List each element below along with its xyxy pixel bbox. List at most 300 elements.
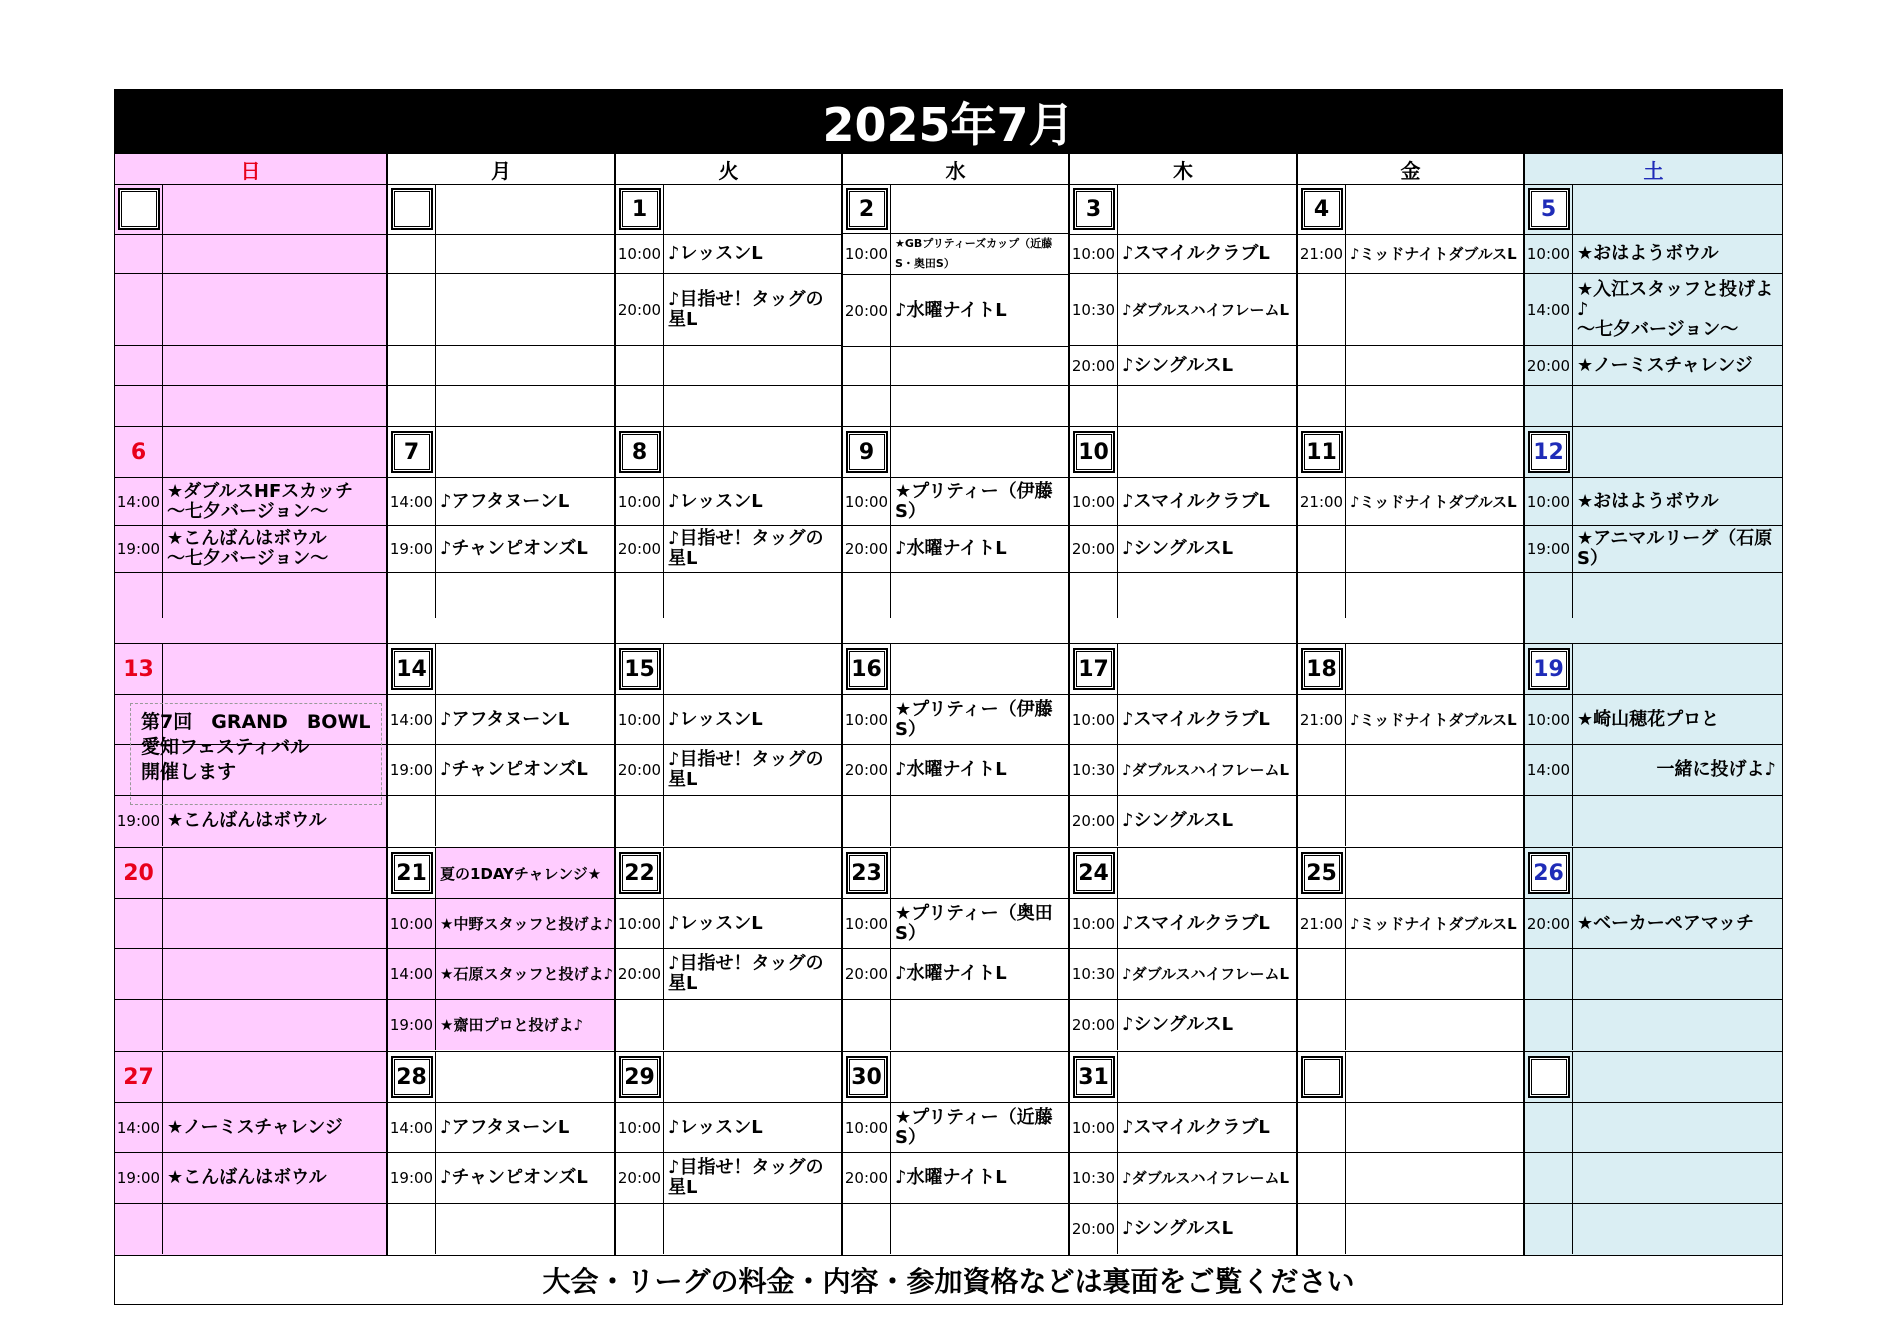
event-name bbox=[664, 573, 841, 618]
event-time: 14:00 bbox=[388, 1103, 436, 1152]
event-name: ♪レッスンL bbox=[668, 708, 763, 730]
day-number: 24 bbox=[1073, 852, 1115, 894]
event-name bbox=[1573, 1000, 1782, 1050]
event-time: 20:00 bbox=[616, 949, 664, 998]
event-row bbox=[1298, 796, 1523, 846]
calendar-title: 2025年7月 bbox=[114, 89, 1783, 154]
day-header-text bbox=[163, 1052, 386, 1102]
day-number: 28 bbox=[391, 1056, 433, 1098]
event-time bbox=[1298, 1153, 1346, 1202]
event-row bbox=[1070, 1204, 1296, 1254]
day-cell bbox=[1524, 848, 1783, 1051]
event-row bbox=[1070, 899, 1296, 949]
event-row bbox=[843, 573, 1068, 618]
day-number: 13 bbox=[123, 656, 154, 682]
event-time bbox=[1298, 274, 1346, 345]
day-number-box bbox=[616, 1052, 664, 1102]
event-row bbox=[616, 899, 841, 949]
event-time: 20:00 bbox=[616, 745, 664, 794]
event-time bbox=[1298, 346, 1346, 385]
event-time: 20:00 bbox=[616, 526, 664, 572]
day-header-text bbox=[1346, 185, 1523, 234]
event-name: ★ノーミスチャレンジ bbox=[1577, 354, 1753, 376]
day-cell bbox=[1524, 644, 1783, 847]
event-name: ♪スマイルクラブL bbox=[1122, 1116, 1270, 1138]
event-time: 10:00 bbox=[616, 235, 664, 274]
day-header-text bbox=[891, 427, 1068, 477]
event-row bbox=[388, 1204, 614, 1254]
day-header-text bbox=[891, 848, 1068, 898]
day-number-row bbox=[115, 1052, 386, 1103]
event-time: 10:00 bbox=[843, 1103, 891, 1152]
event-name: ♪ダブルスハイフレームL bbox=[1122, 1168, 1290, 1187]
event-row bbox=[388, 235, 614, 275]
day-number-box bbox=[616, 427, 664, 477]
event-name bbox=[163, 899, 386, 948]
event-time bbox=[388, 235, 436, 274]
event-row bbox=[843, 796, 1068, 846]
day-number: 3 bbox=[1073, 188, 1115, 230]
event-name: ★こんばんはボウル bbox=[167, 809, 327, 831]
event-time: 10:00 bbox=[843, 234, 891, 274]
day-number-box bbox=[1070, 185, 1118, 234]
day-cell bbox=[1297, 644, 1524, 847]
event-row bbox=[1525, 695, 1782, 745]
event-time bbox=[1298, 745, 1346, 794]
event-row bbox=[115, 1153, 386, 1203]
event-time bbox=[1070, 573, 1118, 618]
event-row bbox=[115, 346, 386, 386]
event-row bbox=[616, 745, 841, 795]
day-number-box bbox=[843, 644, 891, 694]
event-row bbox=[115, 573, 386, 618]
event-row bbox=[843, 695, 1068, 745]
event-row bbox=[115, 386, 386, 426]
event-name bbox=[1573, 1153, 1782, 1202]
day-number bbox=[1301, 1056, 1343, 1098]
day-header-text bbox=[1573, 644, 1782, 694]
day-number: 4 bbox=[1301, 188, 1343, 230]
day-number: 20 bbox=[123, 860, 154, 886]
event-name: ♪レッスンL bbox=[668, 490, 763, 512]
day-number-row bbox=[115, 185, 386, 235]
event-time bbox=[1525, 1000, 1573, 1050]
weekday-label: 土 bbox=[1524, 154, 1783, 185]
day-number-box bbox=[1070, 848, 1118, 898]
event-time: 20:00 bbox=[1525, 346, 1573, 385]
event-row bbox=[1298, 1153, 1523, 1203]
event-name bbox=[1346, 745, 1523, 794]
event-time bbox=[843, 573, 891, 618]
day-number-box bbox=[616, 185, 664, 234]
event-time bbox=[1525, 386, 1573, 426]
event-name: ★GBプリティーズカップ（近藤S・奥田S） bbox=[895, 237, 1053, 271]
event-name bbox=[436, 573, 614, 618]
event-row bbox=[616, 1000, 841, 1050]
event-name bbox=[664, 1204, 841, 1254]
day-number-box bbox=[1525, 848, 1573, 898]
day-number-box bbox=[1070, 1052, 1118, 1102]
event-name: ♪水曜ナイトL bbox=[895, 1166, 1007, 1188]
event-row bbox=[1298, 526, 1523, 573]
day-number-row bbox=[616, 644, 841, 695]
day-cell bbox=[615, 848, 842, 1051]
event-name: ♪チャンピオンズL bbox=[440, 538, 588, 559]
grand-bowl-note bbox=[130, 703, 382, 805]
event-time: 10:00 bbox=[388, 899, 436, 948]
event-name: ♪ダブルスハイフレームL bbox=[1122, 300, 1290, 319]
event-name bbox=[163, 386, 386, 426]
event-time: 19:00 bbox=[388, 1153, 436, 1202]
event-name bbox=[1573, 949, 1782, 998]
day-cell bbox=[114, 1052, 387, 1255]
event-name: ★崎山穂花プロと bbox=[1577, 708, 1720, 730]
event-row bbox=[1298, 235, 1523, 275]
day-header-text bbox=[1118, 427, 1296, 477]
event-time: 19:00 bbox=[388, 1000, 436, 1050]
event-time bbox=[843, 796, 891, 846]
event-row bbox=[843, 1103, 1068, 1153]
event-row bbox=[1525, 526, 1782, 573]
day-header-text bbox=[1118, 185, 1296, 234]
event-name bbox=[1118, 573, 1296, 618]
day-number-box bbox=[1298, 427, 1346, 477]
event-time bbox=[1525, 573, 1573, 618]
event-name bbox=[436, 235, 614, 274]
event-name bbox=[1346, 1204, 1523, 1254]
event-name: ♪シングルスL bbox=[1122, 538, 1234, 559]
day-number-box bbox=[388, 644, 436, 694]
day-header-text bbox=[1573, 848, 1782, 898]
event-name: ★アニマルリーグ（石原S） bbox=[1577, 528, 1773, 569]
day-number-box bbox=[1070, 644, 1118, 694]
day-cell bbox=[1524, 427, 1783, 643]
day-number-row bbox=[1070, 1052, 1296, 1103]
day-number-row bbox=[1525, 1052, 1782, 1103]
event-row bbox=[1298, 1000, 1523, 1050]
event-row bbox=[843, 386, 1068, 426]
day-number-box bbox=[1070, 427, 1118, 477]
event-name: ★プリティー（近藤S） bbox=[895, 1106, 1053, 1148]
day-cell bbox=[842, 185, 1069, 426]
day-header-text bbox=[1573, 1052, 1782, 1102]
event-row bbox=[1298, 386, 1523, 426]
weekday-label: 水 bbox=[842, 154, 1069, 185]
event-row bbox=[1070, 386, 1296, 426]
event-name: ★ベーカーペアマッチ bbox=[1577, 912, 1755, 934]
event-name bbox=[436, 796, 614, 846]
event-time: 19:00 bbox=[115, 796, 163, 846]
event-time: 14:00 bbox=[388, 478, 436, 525]
day-number: 6 bbox=[130, 439, 147, 465]
event-name: ★プリティー（伊藤S） bbox=[895, 480, 1053, 522]
event-time bbox=[115, 274, 163, 345]
event-row bbox=[1298, 745, 1523, 795]
event-row bbox=[1525, 386, 1782, 426]
event-time: 20:00 bbox=[843, 745, 891, 794]
day-cell bbox=[1069, 848, 1297, 1051]
event-row bbox=[1070, 796, 1296, 846]
day-number-box bbox=[1525, 644, 1573, 694]
weekday-label: 火 bbox=[615, 154, 842, 185]
event-time bbox=[616, 346, 664, 385]
day-number-box bbox=[1298, 848, 1346, 898]
day-number: 26 bbox=[1528, 852, 1570, 894]
weekday-label: 金 bbox=[1297, 154, 1524, 185]
event-row bbox=[115, 478, 386, 526]
event-row bbox=[843, 478, 1068, 526]
event-row bbox=[616, 386, 841, 426]
event-time: 10:00 bbox=[1525, 695, 1573, 744]
calendar bbox=[114, 89, 1783, 1305]
event-time: 14:00 bbox=[1525, 274, 1573, 345]
event-time: 10:00 bbox=[1070, 1103, 1118, 1152]
day-number-box bbox=[388, 1052, 436, 1102]
event-row bbox=[388, 526, 614, 573]
day-number: 9 bbox=[846, 431, 888, 473]
event-time: 20:00 bbox=[1070, 796, 1118, 846]
day-number: 8 bbox=[619, 431, 661, 473]
event-time bbox=[616, 573, 664, 618]
event-name bbox=[163, 274, 386, 345]
day-number-row bbox=[843, 644, 1068, 695]
event-name: ★プリティー（伊藤S） bbox=[895, 698, 1053, 740]
event-time bbox=[1525, 949, 1573, 998]
event-row bbox=[388, 573, 614, 618]
event-time: 19:00 bbox=[115, 526, 163, 572]
event-row bbox=[843, 1000, 1068, 1050]
event-row bbox=[1525, 346, 1782, 386]
event-time: 10:00 bbox=[616, 1103, 664, 1152]
event-time bbox=[1525, 796, 1573, 846]
event-name bbox=[436, 1204, 614, 1254]
event-time bbox=[1298, 949, 1346, 998]
event-name bbox=[1346, 346, 1523, 385]
day-number-row bbox=[1298, 848, 1523, 899]
event-name: ★ダブルスHFスカッチ ～七夕バージョン～ bbox=[167, 480, 354, 522]
event-name: ♪目指せ！タッグの星L bbox=[668, 748, 824, 790]
event-row bbox=[616, 1103, 841, 1153]
week-row bbox=[114, 427, 1783, 644]
day-number-box bbox=[1525, 185, 1573, 234]
event-name: ♪スマイルクラブL bbox=[1122, 708, 1270, 730]
event-name bbox=[1346, 526, 1523, 572]
event-time: 10:00 bbox=[1525, 478, 1573, 525]
event-row bbox=[1525, 1000, 1782, 1050]
event-row bbox=[1525, 235, 1782, 275]
day-cell bbox=[1524, 1052, 1783, 1255]
day-cell bbox=[842, 427, 1069, 643]
event-time bbox=[388, 796, 436, 846]
day-number: 14 bbox=[391, 648, 433, 690]
event-time: 20:00 bbox=[843, 1153, 891, 1202]
event-time: 21:00 bbox=[1298, 478, 1346, 525]
day-number-box bbox=[115, 848, 163, 898]
weekday-label: 日 bbox=[114, 154, 387, 185]
day-header-text bbox=[891, 644, 1068, 694]
event-row bbox=[1525, 899, 1782, 949]
event-row bbox=[1525, 478, 1782, 526]
footer-note: 大会・リーグの料金・内容・参加資格などは裏面をご覧ください bbox=[114, 1256, 1783, 1305]
event-name: ♪シングルスL bbox=[1122, 1013, 1234, 1035]
event-name bbox=[664, 1000, 841, 1050]
day-number: 21 bbox=[391, 852, 433, 894]
day-number: 22 bbox=[619, 852, 661, 894]
event-name: ★こんばんはボウル ～七夕バージョン～ bbox=[167, 528, 329, 569]
event-time: 20:00 bbox=[1070, 1204, 1118, 1254]
event-name: ♪ダブルスハイフレームL bbox=[1122, 964, 1290, 983]
event-time: 10:00 bbox=[616, 899, 664, 948]
day-cell bbox=[615, 1052, 842, 1255]
day-number: 19 bbox=[1528, 648, 1570, 690]
day-number-row bbox=[1070, 644, 1296, 695]
day-number-box bbox=[843, 1052, 891, 1102]
event-name: ♪水曜ナイトL bbox=[895, 299, 1007, 321]
day-number-row bbox=[616, 185, 841, 235]
event-name bbox=[1346, 1103, 1523, 1152]
event-name bbox=[1346, 1153, 1523, 1202]
day-number-row bbox=[843, 185, 1068, 234]
day-number-row bbox=[1525, 185, 1782, 235]
event-time: 10:00 bbox=[843, 695, 891, 744]
event-row bbox=[843, 949, 1068, 999]
event-time: 21:00 bbox=[1298, 235, 1346, 274]
day-number bbox=[118, 188, 160, 230]
day-header-text bbox=[163, 185, 386, 234]
day-number-row bbox=[388, 427, 614, 478]
week-row bbox=[114, 1052, 1783, 1256]
event-name bbox=[163, 1204, 386, 1254]
event-name bbox=[891, 386, 1068, 426]
event-row bbox=[1525, 796, 1782, 846]
event-time: 10:00 bbox=[1070, 899, 1118, 948]
event-row bbox=[843, 347, 1068, 387]
event-time: 10:00 bbox=[843, 478, 891, 525]
event-name: ♪チャンピオンズL bbox=[440, 1166, 588, 1188]
event-row bbox=[616, 478, 841, 526]
event-name: ♪レッスンL bbox=[668, 242, 763, 264]
event-name: ♪ミッドナイトダブルスL bbox=[1350, 710, 1517, 729]
event-name bbox=[664, 346, 841, 385]
event-name bbox=[891, 1000, 1068, 1050]
event-name bbox=[891, 573, 1068, 618]
day-number-row bbox=[1298, 427, 1523, 478]
day-number: 15 bbox=[619, 648, 661, 690]
day-number-box bbox=[616, 848, 664, 898]
day-header-text bbox=[1573, 185, 1782, 234]
event-time: 10:00 bbox=[843, 899, 891, 948]
event-row bbox=[1525, 745, 1782, 795]
event-name bbox=[664, 386, 841, 426]
event-name bbox=[1118, 386, 1296, 426]
event-row bbox=[1070, 1103, 1296, 1153]
day-cell bbox=[615, 185, 842, 426]
day-header-text bbox=[163, 848, 386, 898]
day-number: 7 bbox=[391, 431, 433, 473]
day-header-text bbox=[436, 427, 614, 477]
day-header-text bbox=[664, 644, 841, 694]
day-header-text bbox=[664, 427, 841, 477]
event-time bbox=[388, 1204, 436, 1254]
event-name bbox=[436, 274, 614, 345]
event-row bbox=[1298, 1103, 1523, 1153]
event-row bbox=[388, 274, 614, 346]
event-row bbox=[1070, 1153, 1296, 1203]
event-time: 19:00 bbox=[388, 745, 436, 794]
event-row bbox=[388, 745, 614, 795]
day-number-box bbox=[1298, 185, 1346, 234]
day-number-row bbox=[115, 644, 386, 695]
weekday-header-row bbox=[114, 154, 1783, 185]
event-time: 19:00 bbox=[115, 1153, 163, 1202]
event-name: ♪ダブルスハイフレームL bbox=[1122, 760, 1290, 779]
event-time: 21:00 bbox=[1298, 899, 1346, 948]
day-number: 11 bbox=[1301, 431, 1343, 473]
event-name: ♪チャンピオンズL bbox=[440, 758, 588, 780]
event-row bbox=[1298, 274, 1523, 346]
event-row bbox=[1298, 695, 1523, 745]
day-cell bbox=[114, 427, 387, 643]
note-line-1: 第7回 GRAND BOWL bbox=[141, 711, 371, 733]
event-row bbox=[388, 478, 614, 526]
event-name: ★石原スタッフと投げよ♪ bbox=[436, 949, 614, 998]
event-time: 10:00 bbox=[1070, 235, 1118, 274]
event-name bbox=[891, 796, 1068, 846]
day-number-box bbox=[388, 848, 436, 898]
event-name: ♪レッスンL bbox=[668, 1116, 763, 1138]
day-number-row bbox=[843, 427, 1068, 478]
event-time: 19:00 bbox=[1525, 526, 1573, 572]
event-name: ♪スマイルクラブL bbox=[1122, 912, 1270, 934]
event-name: ♪水曜ナイトL bbox=[895, 538, 1007, 559]
event-time bbox=[388, 386, 436, 426]
day-number-row bbox=[843, 1052, 1068, 1103]
event-name: 一緒に投げよ♪ bbox=[1656, 758, 1776, 780]
event-row bbox=[1298, 478, 1523, 526]
event-name bbox=[1346, 949, 1523, 998]
event-row bbox=[1070, 235, 1296, 275]
day-cell bbox=[615, 644, 842, 847]
event-time bbox=[1070, 386, 1118, 426]
day-number: 30 bbox=[846, 1056, 888, 1098]
event-time bbox=[115, 573, 163, 618]
day-number-row bbox=[1298, 185, 1523, 235]
day-cell bbox=[387, 644, 615, 847]
event-time bbox=[115, 899, 163, 948]
event-name bbox=[163, 949, 386, 998]
day-number-row bbox=[616, 1052, 841, 1103]
event-row bbox=[1070, 478, 1296, 526]
day-cell bbox=[842, 1052, 1069, 1255]
event-name: ★おはようボウル bbox=[1577, 490, 1719, 512]
day-cell bbox=[1297, 185, 1524, 426]
event-name bbox=[1573, 796, 1782, 846]
day-header-text bbox=[1346, 1052, 1523, 1102]
day-number: 5 bbox=[1528, 188, 1570, 230]
event-time: 20:00 bbox=[1070, 526, 1118, 572]
event-row bbox=[388, 899, 614, 949]
event-time bbox=[616, 1204, 664, 1254]
event-time bbox=[1298, 1103, 1346, 1152]
event-row bbox=[843, 234, 1068, 275]
event-time: 10:30 bbox=[1070, 745, 1118, 794]
event-row bbox=[1525, 949, 1782, 999]
event-time bbox=[616, 796, 664, 846]
event-time bbox=[616, 1000, 664, 1050]
event-row bbox=[616, 346, 841, 386]
event-row bbox=[115, 274, 386, 346]
event-name: ♪アフタヌーンL bbox=[440, 490, 570, 512]
